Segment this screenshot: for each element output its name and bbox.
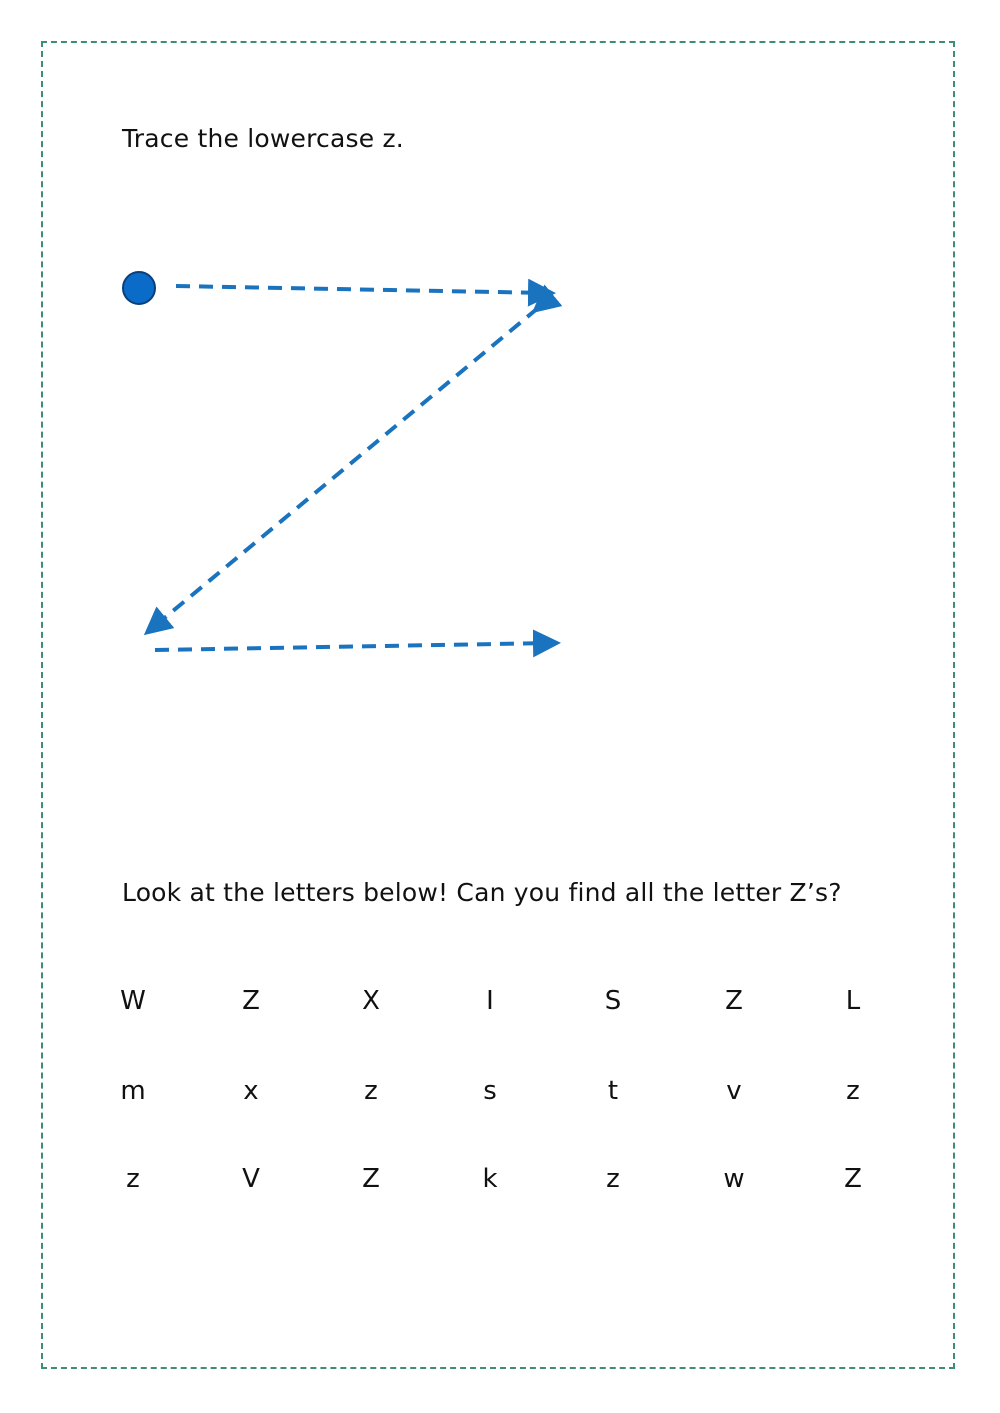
letter-cell[interactable]: Z bbox=[844, 1164, 862, 1194]
trace-bottom-stroke[interactable] bbox=[155, 643, 553, 650]
letter-cell[interactable]: m bbox=[120, 1076, 146, 1106]
trace-start-dot[interactable] bbox=[123, 272, 155, 304]
letter-cell[interactable]: Z bbox=[242, 986, 260, 1016]
letter-cell[interactable]: Z bbox=[362, 1164, 380, 1194]
trace-top-stroke[interactable] bbox=[176, 286, 548, 293]
letter-cell[interactable]: k bbox=[482, 1164, 498, 1194]
letter-cell[interactable]: I bbox=[486, 986, 494, 1016]
letter-cell[interactable]: z bbox=[606, 1164, 620, 1194]
trace-diagonal-stroke[interactable] bbox=[150, 308, 538, 630]
letter-cell[interactable]: V bbox=[242, 1164, 260, 1194]
letter-cell[interactable]: z bbox=[364, 1076, 378, 1106]
letter-cell[interactable]: W bbox=[120, 986, 146, 1016]
letter-cell[interactable]: X bbox=[362, 986, 380, 1016]
letter-cell[interactable]: z bbox=[846, 1076, 860, 1106]
letter-cell[interactable]: t bbox=[607, 1076, 619, 1106]
letter-cell[interactable]: S bbox=[604, 986, 622, 1016]
find-instruction: Look at the letters below! Can you find all the letter Z’s? bbox=[122, 878, 842, 907]
letter-cell[interactable]: w bbox=[723, 1164, 745, 1194]
letter-cell[interactable]: L bbox=[845, 986, 861, 1016]
letter-cell[interactable]: s bbox=[483, 1076, 497, 1106]
trace-instruction: Trace the lowercase z. bbox=[122, 124, 404, 153]
letter-cell[interactable]: z bbox=[126, 1164, 140, 1194]
letter-cell[interactable]: Z bbox=[725, 986, 743, 1016]
letter-cell[interactable]: x bbox=[243, 1076, 259, 1106]
letter-cell[interactable]: v bbox=[726, 1076, 742, 1106]
